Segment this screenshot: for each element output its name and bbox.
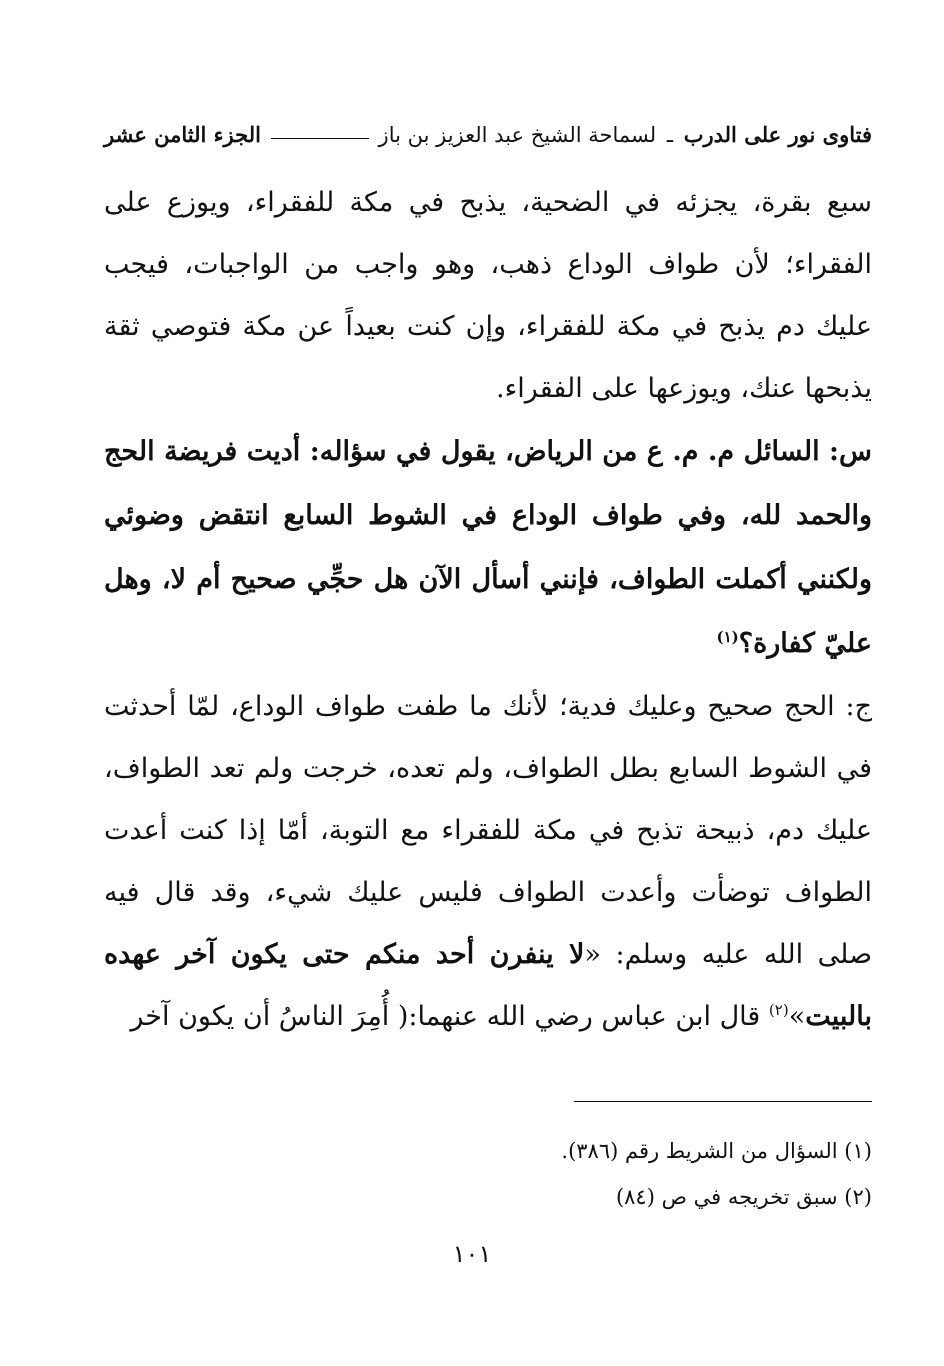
hadith-footnote-ref: (٢) [768,1001,789,1019]
footnotes [104,1128,872,1220]
question-footnote-ref: (١) [716,628,739,646]
footnote-1: (١) السؤال من الشريط رقم (٣٨٦). [561,1139,872,1163]
main-text [104,172,872,1048]
header-separator: ـ [666,122,674,147]
hadith-close-quote: » [788,1001,806,1032]
header-part: الجزء الثامن عشر [104,121,261,147]
running-header [104,116,872,152]
intro-paragraph: سبع بقرة، يجزئه في الضحية، يذبح في مكة للفقراء، ويوزع على الفقراء؛ لأن طواف الوداع ذهب، وهو واجب من الواجبات، فيجب عليك دم يذبح في مكة للفقراء، وإن كنت بعيداً عن مكة فتوصي ثقة يذبحها عنك، ويوزعها على الفقراء. [104,187,872,404]
footnote-rule [574,1101,872,1102]
footnote-2: (٢) سبق تخريجه في ص (٨٤) [615,1185,872,1209]
question-paragraph [104,420,872,676]
answer-text: ج: الحج صحيح وعليك فدية؛ لأنك ما طفت طواف الوداع، لمّا أحدثت في الشوط السابع بطل الطواف، ولم تعده، خرجت ولم تعد الطواف، عليك دم، ذبيحة تذبح في مكة للفقراء مع التوبة، أمّا إذا كنت أعدت الطواف توضأت وأعدت الطواف فليس عليك شيء، وقد قال فيه صلى الله عليه وسلم: « [104,691,872,970]
header-rule [271,138,369,139]
question-text: س: السائل م. م. ع من الرياض، يقول في سؤاله: أديت فريضة الحج والحمد لله، وفي طواف الوداع في الشوط السابع انتقض وضوئي ولكنني أكملت الطواف، فإنني أسأل الآن هل حجِّي صحيح أم لا، وهل عليّ كفارة؟ [104,436,872,659]
header-title-group [379,122,872,147]
page-number: ١٠١ [452,1240,492,1268]
header-author: لسماحة الشيخ عبد العزيز بن باز [378,122,657,147]
header-book-title: فتاوى نور على الدرب [683,121,872,147]
answer-paragraph [104,676,872,1048]
hadith-text: لا ينفرن أحد منكم حتى يكون آخر عهده بالبيت [104,939,872,1032]
answer-tail-text: قال ابن عباس رضي الله عنهما:( أُمِرَ الناسُ أن يكون آخر [130,1001,769,1032]
